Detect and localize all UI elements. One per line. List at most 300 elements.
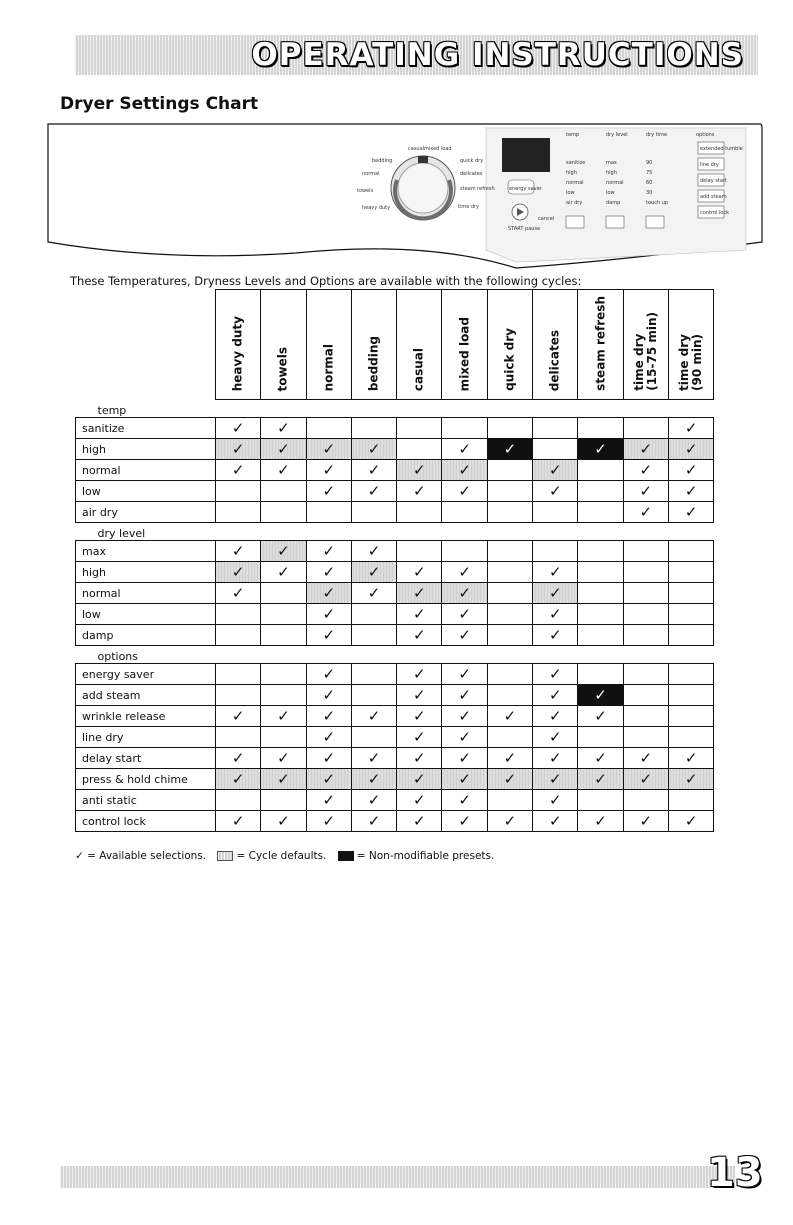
table-row (76, 625, 714, 646)
empty-cell (578, 418, 623, 439)
empty-cell (442, 541, 487, 562)
start-label: START pause (508, 226, 541, 232)
check-cell: ✓ (442, 481, 487, 502)
check-cell: ✓ (306, 541, 351, 562)
check-cell: ✓ (306, 748, 351, 769)
default-check-cell: ✓ (442, 460, 487, 481)
check-cell: ✓ (397, 685, 442, 706)
cycle-name: delicates (547, 329, 562, 391)
default-check-cell: ✓ (351, 439, 396, 460)
default-check-cell: ✓ (351, 769, 396, 790)
cycle-header (397, 290, 442, 400)
table-row (76, 460, 714, 481)
check-cell: ✓ (216, 460, 261, 481)
empty-cell (487, 727, 532, 748)
check-cell: ✓ (351, 460, 396, 481)
empty-cell (216, 481, 261, 502)
empty-cell (668, 685, 713, 706)
dry-level-option: low (606, 190, 615, 196)
default-check-cell: ✓ (487, 769, 532, 790)
temp-option: low (566, 190, 575, 196)
empty-cell (351, 625, 396, 646)
panel-column-title: dry time (646, 132, 668, 138)
default-check-cell: ✓ (533, 460, 578, 481)
check-cell: ✓ (306, 790, 351, 811)
check-cell: ✓ (216, 418, 261, 439)
temp-option: sanitize (566, 160, 586, 166)
row-label: sanitize (76, 418, 216, 439)
cycle-header (668, 290, 713, 400)
check-cell: ✓ (351, 481, 396, 502)
option-button: line dry (700, 162, 719, 168)
default-check-cell: ✓ (533, 769, 578, 790)
page-number: 13 (707, 1150, 763, 1196)
empty-cell (578, 460, 623, 481)
empty-cell (216, 625, 261, 646)
empty-cell (668, 664, 713, 685)
dial-label: quick dry (460, 158, 484, 164)
option-button: add steam (700, 194, 727, 200)
check-cell: ✓ (533, 685, 578, 706)
empty-cell (351, 418, 396, 439)
cycles-caption: These Temperatures, Dryness Levels and Options are available with the following cycles: (70, 274, 582, 288)
check-cell: ✓ (578, 748, 623, 769)
empty-cell (487, 541, 532, 562)
empty-cell (487, 685, 532, 706)
default-check-cell: ✓ (668, 769, 713, 790)
check-cell: ✓ (306, 604, 351, 625)
check-cell: ✓ (623, 502, 668, 523)
dial-label: time dry (458, 204, 480, 210)
check-cell: ✓ (442, 748, 487, 769)
empty-cell (623, 625, 668, 646)
empty-cell (216, 604, 261, 625)
empty-cell (216, 727, 261, 748)
check-cell: ✓ (533, 625, 578, 646)
cycle-header-row (76, 290, 714, 400)
empty-cell (261, 790, 306, 811)
check-cell: ✓ (397, 790, 442, 811)
empty-cell (487, 502, 532, 523)
check-cell: ✓ (351, 583, 396, 604)
time-option: 30 (646, 190, 653, 196)
check-cell: ✓ (261, 811, 306, 832)
cycle-header (442, 290, 487, 400)
dry-level-option: damp (606, 200, 621, 206)
table-row (76, 583, 714, 604)
empty-cell (668, 562, 713, 583)
temp-option: high (566, 170, 577, 176)
default-check-cell: ✓ (623, 769, 668, 790)
dry-level-option: normal (606, 180, 624, 186)
empty-cell (623, 790, 668, 811)
time-option: 75 (646, 170, 653, 176)
empty-cell (578, 583, 623, 604)
empty-cell (533, 439, 578, 460)
cycle-header (487, 290, 532, 400)
check-cell: ✓ (623, 748, 668, 769)
check-cell: ✓ (533, 664, 578, 685)
empty-cell (578, 541, 623, 562)
row-label: air dry (76, 502, 216, 523)
check-cell: ✓ (442, 706, 487, 727)
check-cell: ✓ (397, 481, 442, 502)
check-cell: ✓ (442, 604, 487, 625)
row-label: energy saver (76, 664, 216, 685)
check-cell: ✓ (351, 541, 396, 562)
default-check-cell: ✓ (261, 769, 306, 790)
empty-cell (578, 727, 623, 748)
cycle-name: time dry (15-75 min) (631, 312, 659, 391)
table-row (76, 706, 714, 727)
check-cell: ✓ (261, 748, 306, 769)
check-cell: ✓ (623, 460, 668, 481)
temp-option: air dry (566, 200, 583, 206)
check-cell: ✓ (623, 481, 668, 502)
check-cell: ✓ (306, 460, 351, 481)
check-cell: ✓ (487, 811, 532, 832)
default-check-cell: ✓ (216, 769, 261, 790)
cancel-label: cancel (538, 216, 555, 222)
options-title: options (696, 132, 715, 138)
check-cell: ✓ (306, 562, 351, 583)
empty-cell (668, 790, 713, 811)
cycle-name: time dry (90 min) (677, 333, 705, 391)
empty-cell (306, 418, 351, 439)
check-cell: ✓ (442, 811, 487, 832)
table-row (76, 502, 714, 523)
empty-cell (668, 706, 713, 727)
dry-level-option: max (606, 160, 617, 166)
check-cell: ✓ (623, 811, 668, 832)
empty-cell (397, 541, 442, 562)
empty-cell (623, 418, 668, 439)
empty-cell (397, 418, 442, 439)
empty-cell (487, 664, 532, 685)
time-option: 60 (646, 180, 653, 186)
row-label: max (76, 541, 216, 562)
row-label: control lock (76, 811, 216, 832)
table-row (76, 418, 714, 439)
empty-cell (351, 604, 396, 625)
check-cell: ✓ (261, 460, 306, 481)
cycle-name: quick dry (502, 328, 517, 391)
option-button: control lock (700, 210, 730, 216)
dial-label: casual (408, 146, 425, 152)
default-check-cell: ✓ (261, 439, 306, 460)
default-check-cell: ✓ (668, 439, 713, 460)
default-check-cell: ✓ (397, 769, 442, 790)
table-row (76, 562, 714, 583)
check-cell: ✓ (533, 748, 578, 769)
default-check-cell: ✓ (442, 583, 487, 604)
empty-cell (578, 562, 623, 583)
check-cell: ✓ (533, 706, 578, 727)
check-cell: ✓ (216, 541, 261, 562)
check-cell: ✓ (397, 748, 442, 769)
empty-cell (623, 727, 668, 748)
empty-cell (487, 481, 532, 502)
check-cell: ✓ (261, 706, 306, 727)
page-title: OPERATING INSTRUCTIONS (251, 37, 744, 73)
check-cell: ✓ (351, 706, 396, 727)
empty-cell (623, 604, 668, 625)
empty-cell (533, 502, 578, 523)
check-cell: ✓ (216, 748, 261, 769)
row-label: low (76, 604, 216, 625)
legend (75, 850, 494, 862)
check-cell: ✓ (668, 811, 713, 832)
check-cell: ✓ (668, 481, 713, 502)
check-cell: ✓ (306, 625, 351, 646)
default-check-cell: ✓ (216, 562, 261, 583)
cycle-default-swatch (217, 851, 233, 861)
check-cell: ✓ (442, 562, 487, 583)
cycle-name: normal (321, 343, 336, 391)
empty-cell (578, 481, 623, 502)
dial-label: delicates (460, 171, 483, 177)
check-cell: ✓ (306, 811, 351, 832)
section-title: dry level (97, 527, 146, 540)
check-cell: ✓ (442, 625, 487, 646)
check-cell: ✓ (397, 727, 442, 748)
section-header-row (76, 400, 714, 418)
check-cell: ✓ (261, 562, 306, 583)
check-cell: ✓ (397, 811, 442, 832)
check-cell: ✓ (487, 706, 532, 727)
check-cell: ✓ (397, 625, 442, 646)
empty-cell (261, 625, 306, 646)
legend-non-modifiable: = Non-modifiable presets. (356, 850, 495, 862)
empty-cell (623, 562, 668, 583)
default-check-cell: ✓ (442, 769, 487, 790)
check-cell: ✓ (533, 790, 578, 811)
empty-cell (261, 502, 306, 523)
empty-cell (668, 583, 713, 604)
default-check-cell: ✓ (351, 562, 396, 583)
empty-cell (351, 664, 396, 685)
empty-cell (487, 790, 532, 811)
energy-saver-label: energy saver (509, 186, 542, 192)
cycle-name: heavy duty (230, 315, 245, 391)
check-cell: ✓ (578, 706, 623, 727)
empty-cell (351, 502, 396, 523)
row-label: delay start (76, 748, 216, 769)
dial-label: normal (362, 171, 380, 177)
dial-label: steam refresh (460, 186, 495, 192)
check-cell: ✓ (261, 418, 306, 439)
table-row (76, 541, 714, 562)
empty-cell (623, 685, 668, 706)
row-label: high (76, 562, 216, 583)
check-cell: ✓ (351, 811, 396, 832)
cycle-header (351, 290, 396, 400)
cycle-dial (391, 156, 455, 220)
check-cell: ✓ (668, 502, 713, 523)
empty-cell (487, 583, 532, 604)
empty-cell (442, 502, 487, 523)
check-cell: ✓ (487, 748, 532, 769)
table-row (76, 727, 714, 748)
empty-cell (397, 502, 442, 523)
empty-cell (533, 541, 578, 562)
table-row (76, 481, 714, 502)
empty-cell (487, 625, 532, 646)
display-screen (502, 138, 550, 172)
check-cell: ✓ (216, 706, 261, 727)
dial-label: heavy duty (362, 205, 391, 211)
row-label: anti static (76, 790, 216, 811)
cycle-name: casual (411, 347, 426, 391)
check-cell: ✓ (442, 664, 487, 685)
footer-banner (60, 1166, 735, 1188)
check-cell: ✓ (397, 604, 442, 625)
cycle-header (533, 290, 578, 400)
empty-cell (261, 481, 306, 502)
cycle-name: towels (275, 346, 290, 391)
table-row (76, 790, 714, 811)
table-row (76, 811, 714, 832)
check-cell: ✓ (578, 811, 623, 832)
cycle-name: bedding (366, 335, 381, 391)
check-cell: ✓ (533, 811, 578, 832)
cycle-header (578, 290, 623, 400)
empty-cell (351, 727, 396, 748)
empty-cell (261, 604, 306, 625)
check-cell: ✓ (397, 664, 442, 685)
cycle-name: steam refresh (593, 296, 608, 391)
empty-cell (442, 418, 487, 439)
dial-label: towels (357, 188, 374, 194)
empty-cell (216, 685, 261, 706)
empty-cell (533, 418, 578, 439)
default-check-cell: ✓ (578, 769, 623, 790)
check-cell: ✓ (351, 790, 396, 811)
empty-cell (623, 706, 668, 727)
check-cell: ✓ (533, 562, 578, 583)
default-check-cell: ✓ (397, 460, 442, 481)
empty-cell (668, 727, 713, 748)
header-banner (75, 35, 758, 75)
empty-cell (623, 541, 668, 562)
row-label: normal (76, 583, 216, 604)
panel-column-title: dry level (606, 132, 628, 138)
row-label: normal (76, 460, 216, 481)
option-button: delay start (700, 178, 727, 184)
dial-label: bedding (372, 158, 393, 164)
check-cell: ✓ (397, 562, 442, 583)
row-label: damp (76, 625, 216, 646)
check-cell: ✓ (442, 439, 487, 460)
empty-cell (216, 790, 261, 811)
default-check-cell: ✓ (261, 541, 306, 562)
non-modifiable-swatch (338, 851, 354, 861)
empty-cell (261, 685, 306, 706)
empty-cell (261, 664, 306, 685)
row-label: high (76, 439, 216, 460)
empty-cell (306, 502, 351, 523)
row-label: add steam (76, 685, 216, 706)
empty-cell (578, 664, 623, 685)
row-label: low (76, 481, 216, 502)
preset-check-cell: ✓ (578, 685, 623, 706)
empty-cell (351, 685, 396, 706)
time-option: touch up (646, 200, 669, 206)
check-cell: ✓ (216, 811, 261, 832)
row-label: press & hold chime (76, 769, 216, 790)
table-row (76, 748, 714, 769)
legend-available: ✓ = Available selections. (75, 850, 207, 862)
default-check-cell: ✓ (216, 439, 261, 460)
section-title: options (97, 650, 139, 663)
legend-defaults: = Cycle defaults. (236, 850, 327, 862)
dryer-control-panel-illustration (46, 122, 766, 270)
section-header-row (76, 523, 714, 541)
default-check-cell: ✓ (397, 583, 442, 604)
empty-cell (623, 583, 668, 604)
empty-cell (487, 460, 532, 481)
empty-cell (261, 583, 306, 604)
check-cell: ✓ (668, 418, 713, 439)
default-check-cell: ✓ (306, 769, 351, 790)
section-header-row (76, 646, 714, 664)
preset-check-cell: ✓ (487, 439, 532, 460)
section-title: Dryer Settings Chart (60, 94, 259, 114)
check-cell: ✓ (442, 790, 487, 811)
empty-cell (668, 541, 713, 562)
empty-cell (487, 418, 532, 439)
default-check-cell: ✓ (306, 439, 351, 460)
table-row (76, 664, 714, 685)
empty-cell (487, 604, 532, 625)
empty-cell (261, 727, 306, 748)
check-cell: ✓ (442, 685, 487, 706)
table-row (76, 439, 714, 460)
panel-column-title: temp (566, 132, 580, 138)
check-cell: ✓ (397, 706, 442, 727)
empty-cell (623, 664, 668, 685)
check-cell: ✓ (306, 727, 351, 748)
section-title: temp (97, 404, 127, 417)
check-cell: ✓ (668, 748, 713, 769)
empty-cell (668, 625, 713, 646)
header-corner (76, 290, 216, 400)
cycle-header (306, 290, 351, 400)
check-cell: ✓ (533, 481, 578, 502)
dry-level-option: high (606, 170, 617, 176)
default-check-cell: ✓ (623, 439, 668, 460)
check-cell: ✓ (306, 481, 351, 502)
empty-cell (487, 562, 532, 583)
check-cell: ✓ (306, 706, 351, 727)
check-cell: ✓ (351, 748, 396, 769)
cycle-header (216, 290, 261, 400)
check-cell: ✓ (216, 583, 261, 604)
check-cell: ✓ (533, 604, 578, 625)
check-cell: ✓ (306, 664, 351, 685)
default-check-cell: ✓ (306, 583, 351, 604)
check-cell: ✓ (306, 685, 351, 706)
cycle-name: mixed load (457, 316, 472, 391)
temp-option: normal (566, 180, 584, 186)
check-cell: ✓ (442, 727, 487, 748)
time-option: 90 (646, 160, 653, 166)
empty-cell (216, 502, 261, 523)
cycle-header (261, 290, 306, 400)
row-label: wrinkle release (76, 706, 216, 727)
empty-cell (578, 790, 623, 811)
empty-cell (216, 664, 261, 685)
